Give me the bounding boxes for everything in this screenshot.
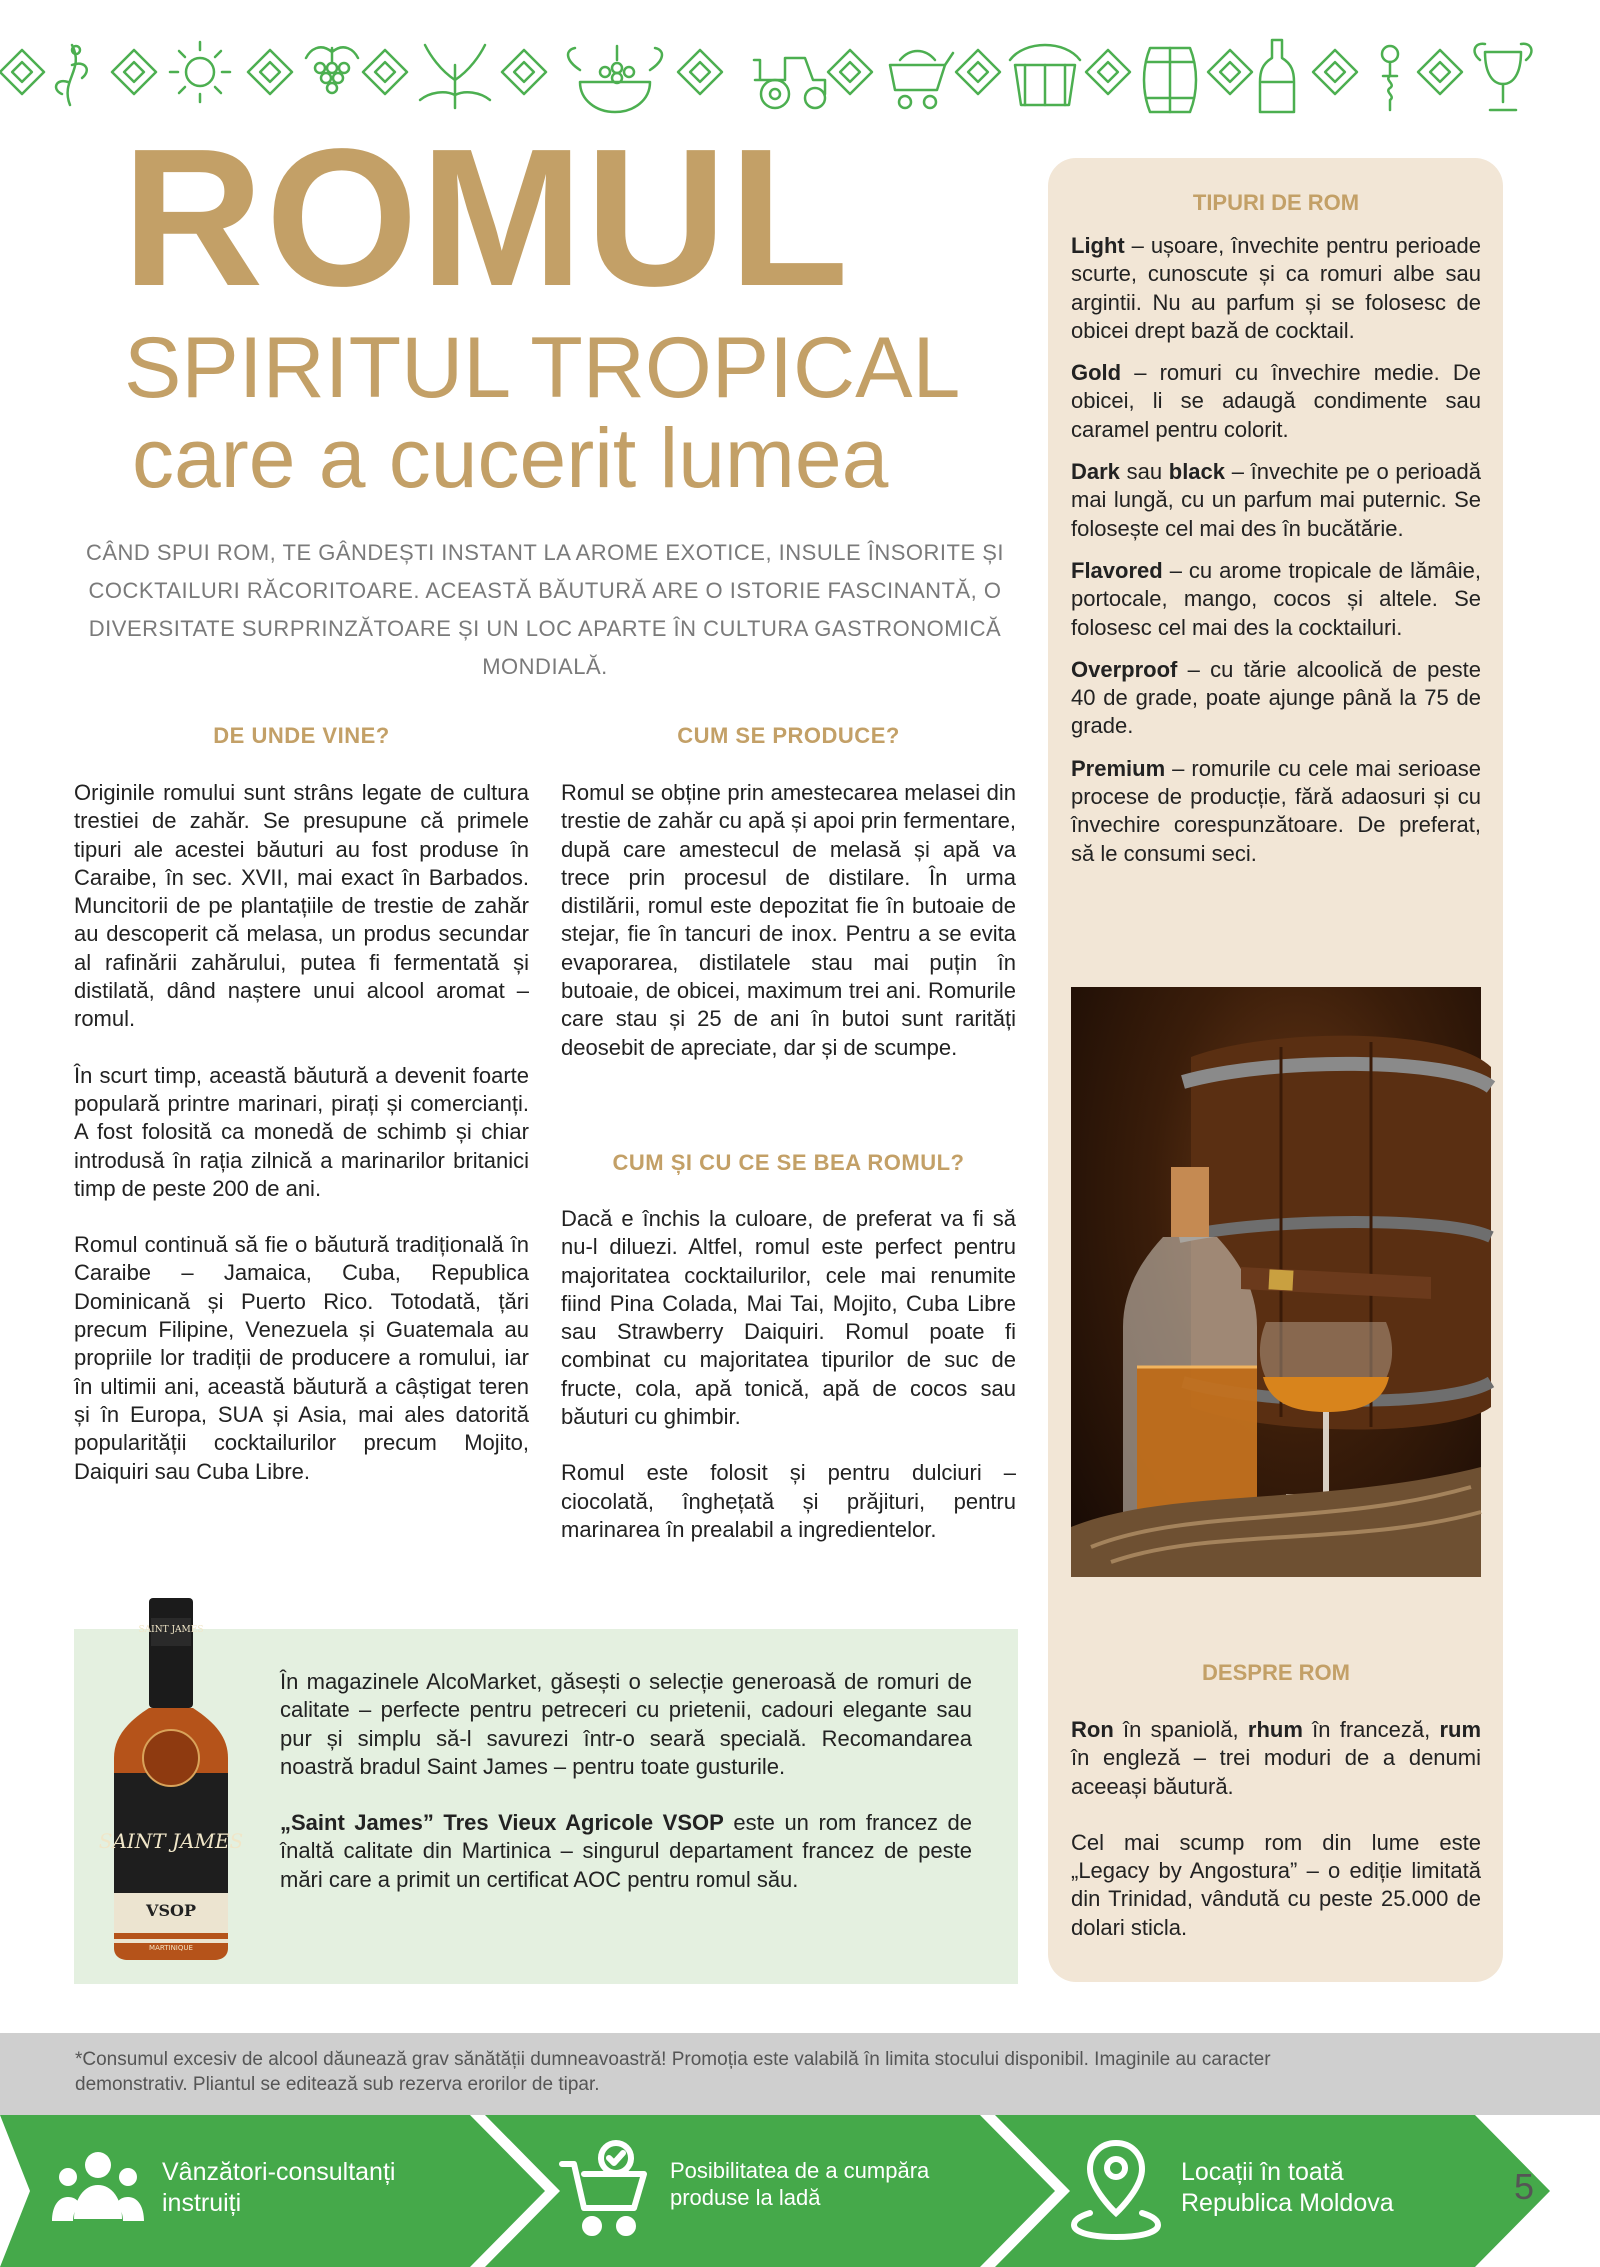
promo-paragraph xyxy=(280,1809,972,1894)
about-term: rum xyxy=(1439,1717,1481,1742)
disclaimer-text: *Consumul excesiv de alcool dăunează grav sănătății dumneavoastră! Promoția este valabilă în limita stocului disponibil. Imaginile au caracter demonstrativ. Pliantul se editează sub rezerva erorilor de tipar. xyxy=(75,2049,1271,2095)
rum-type-desc: – cu tărie alcoolică de peste 40 de grade, poate ajunge până la 75 de grade. xyxy=(1071,656,1481,739)
col2-paragraph: Romul se obține prin amestecarea melasei din trestie de zahăr cu apă și apoi prin fermentare, după care amestecul de melasă și apă va trece prin procesul de distilare. În urma distilării, romul este depozitat fie în butoaie de stejar, fie în tancuri de inox. Pentru a se evita evaporarea, distilatele stau mai puțin în butoaie, de obicei, maximum trei ani. Romurile care stau și 25 de ani în butoi sunt rarități deosebit de apreciate, dar și de scumpe. xyxy=(561,780,1016,1060)
rum-type-gold xyxy=(1071,359,1481,444)
sun-icon xyxy=(170,42,230,102)
footer-item-line: produse la ladă xyxy=(670,2185,821,2210)
bottle-label-grade: VSOP xyxy=(146,1901,196,1920)
col2-text xyxy=(561,779,1016,1090)
col2-text-2 xyxy=(561,1205,1016,1572)
rum-type-desc: – ușoare, învechite pentru perioade scurte, cunoscute și ca romuri albe sau argintii. Nu au parfum și se folosesc de obicei drept bază de cocktail. xyxy=(1071,233,1481,343)
rum-type-flavored xyxy=(1071,557,1481,642)
rum-type-connector: sau xyxy=(1119,459,1169,485)
rum-type-name: Gold xyxy=(1071,360,1122,386)
diamond-ornament-icon xyxy=(828,50,872,94)
product-description: este un rom francez de înaltă calitate din Martinica – singurul departament francez de peste mări care a primit un certificat AOC pentru romul său. xyxy=(280,1810,972,1892)
diamond-ornament-icon xyxy=(0,50,44,94)
rum-type-name: Flavored xyxy=(1071,557,1163,583)
cart-check-icon xyxy=(560,2138,650,2238)
diamond-ornament-icon xyxy=(1086,50,1130,94)
diamond-ornament-icon xyxy=(248,50,292,94)
rum-type-name: Light xyxy=(1071,233,1125,258)
col2-paragraph: Dacă e închis la culoare, de preferat va fi să nu-l diluezi. Altfel, romul este perfect pentru majoritatea cocktailurilor, cele mai renumite fiind Pina Colada, Mai Tai, Mojito, Cuba Libre sau Strawberry Daiquiri. Romul poate fi combinat cu majoritatea tipurilor de suc de fructe, cola, apă tonică, apă de cocos sau băuturi cu ghimbir. xyxy=(561,1206,1016,1430)
about-fragment: în spaniolă, xyxy=(1113,1717,1248,1742)
product-name: „Saint James” Tres Vieux Agricole VSOP xyxy=(280,1810,724,1836)
diamond-ornament-icon xyxy=(956,50,1000,94)
diamond-ornament-icon xyxy=(112,50,156,94)
grapes-icon xyxy=(306,47,358,93)
page-title: ROMUL xyxy=(122,108,851,327)
footer-item-locations xyxy=(1181,2157,1481,2219)
page-subtitle-line2: care a cucerit lumea xyxy=(132,411,889,505)
footer-item-line: Posibilitatea de a cumpăra xyxy=(670,2158,930,2183)
footer-item-line: Vânzători-consultanți xyxy=(162,2158,396,2186)
col2-heading-2: CUM ȘI CU CE SE BEA ROMUL? xyxy=(612,1150,965,1175)
about-paragraph xyxy=(1071,1716,1481,1801)
rum-type-name: Dark xyxy=(1071,459,1120,485)
col2-heading: CUM SE PRODUCE? xyxy=(677,723,900,748)
col2-paragraph: Romul este folosit și pentru dulciuri – ciocolată, înghețată și prăjituri, pentru marinarea în prealabil a ingredientelor. xyxy=(561,1460,1016,1542)
sidebar-heading: TIPURI DE ROM xyxy=(1192,190,1360,215)
cart-icon xyxy=(890,51,953,108)
col1-paragraph: Originile romului sunt strâns legate de cultura trestiei de zahăr. Se presupune că primele tipuri ale acestei băuturi au fost produse în Caraibe, în sec. XVII, mai exact în Barbados. Muncitorii de pe plantațiile de trestie de zahăr au descoperit că melasa, un produs secundar al rafinării zahărului, putea fi fermentată și distilată, dând naștere unui alcool aromat – romul. xyxy=(74,780,529,1032)
bottle-icon xyxy=(1260,40,1294,112)
bowl-of-grapes-icon xyxy=(568,46,662,112)
rum-type-desc: – cu arome tropicale de lămâie, portocale, mango, cocos și altele. Se folosesc cel mai des la cocktailuri. xyxy=(1071,557,1481,640)
wine-glass-icon xyxy=(1475,44,1532,110)
vine-icon xyxy=(56,45,87,105)
footer-item-consultants xyxy=(162,2157,482,2219)
diamond-ornament-icon xyxy=(502,50,546,94)
rum-photo xyxy=(1071,987,1481,1577)
promo-paragraph: În magazinele AlcoMarket, găsești o selecție generoasă de romuri de calitate – perfecte pentru petreceri cu prietenii, cadouri elegante sau pur și simplu să-l savurezi într-o seară specială. Recomandarea noastră bradul Saint James – pentru toate gusturile. xyxy=(280,1669,972,1779)
diamond-ornament-icon xyxy=(1208,50,1252,94)
rum-type-name: Premium xyxy=(1071,755,1166,781)
about-term: rhum xyxy=(1247,1717,1303,1742)
bottle-label-brand: SAINT JAMES xyxy=(98,1829,244,1853)
barrel-icon xyxy=(1144,48,1196,112)
rum-type-name: black xyxy=(1168,459,1226,485)
col1-paragraph: În scurt timp, această băutură a devenit foarte populară printre marinari, pirați și comercianți. A fost folosită ca monedă de schimb și chiar introdusă în rația zilnică a marinarilor britanici timp de peste 200 de ani. xyxy=(74,1062,529,1201)
location-pin-icon xyxy=(1070,2135,1162,2241)
footer-item-line: Republica Moldova xyxy=(1181,2189,1394,2217)
col1-text xyxy=(74,779,529,1514)
diamond-ornament-icon xyxy=(1313,50,1357,94)
footer-item-line: instruiți xyxy=(162,2189,242,2217)
corkscrew-icon xyxy=(1382,46,1398,110)
col1-paragraph: Romul continuă să fie o băutură tradițională în Caraibe – Jamaica, Cuba, Republica Dominicană și Puerto Rico. Totodată, țări precum Filipine, Venezuela și Guatemala au propriile lor tradiții de producere a romului, iar în ultimii ani, această băutură a câștigat teren și în Europa, SUA și Asia, mai ales datorită popularității cocktailurilor precum Mojito, Daiquiri sau Cuba Libre. xyxy=(74,1232,529,1484)
bottle-label-origin: MARTINIQUE xyxy=(149,1944,193,1952)
rum-type-premium xyxy=(1071,755,1481,868)
users-icon xyxy=(52,2143,144,2235)
about-fragment: în franceză, xyxy=(1302,1717,1440,1742)
rum-type-desc: – învechite pe o perioadă mai lungă, cu un parfum mai puternic. Se folosește cel mai des în bucătărie. xyxy=(1071,459,1481,541)
rum-type-dark xyxy=(1071,458,1481,543)
saint-james-bottle xyxy=(98,1598,244,1960)
rum-types-list xyxy=(1071,232,1481,882)
about-fragment: în engleză – trei moduri de a denumi aceeași băutură. xyxy=(1071,1745,1481,1799)
rum-type-light xyxy=(1071,232,1481,345)
tractor-icon xyxy=(754,58,825,108)
rum-type-desc: – romurile cu cele mai serioase procese de producție, fără adaosuri și cu învechire corespunzătoare. De preferat, să le consumi seci. xyxy=(1071,755,1481,866)
ornament-band xyxy=(0,20,1600,120)
bottle-label-top: SAINT JAMES xyxy=(138,1625,204,1635)
col1-heading: DE UNDE VINE? xyxy=(213,723,390,748)
page-subtitle: SPIRITUL TROPICAL xyxy=(124,320,961,416)
page-number: 5 xyxy=(1514,2166,1535,2207)
rum-type-desc: – romuri cu învechire medie. De obicei, li se adaugă condimente sau caramel pentru colorit. xyxy=(1071,360,1481,442)
about-heading: DESPRE ROM xyxy=(1202,1660,1350,1685)
plant-icon xyxy=(420,45,490,108)
footer-item-line: Locații în toată xyxy=(1181,2158,1344,2186)
rum-type-name: Overproof xyxy=(1071,656,1178,682)
about-paragraph: Cel mai scump rom din lume este „Legacy by Angostura” – o ediție limitată din Trinidad, vândută cu peste 25.000 de dolari sticla. xyxy=(1071,1829,1481,1940)
rum-type-overproof xyxy=(1071,656,1481,741)
promo-text xyxy=(280,1668,972,1922)
diamond-ornament-icon xyxy=(363,50,407,94)
about-term: Ron xyxy=(1071,1717,1114,1742)
about-text xyxy=(1071,1716,1481,1956)
footer-item-bulk xyxy=(670,2157,1000,2211)
diamond-ornament-icon xyxy=(678,50,722,94)
intro-paragraph: CÂND SPUI ROM, TE GÂNDEȘTI INSTANT LA AROME EXOTICE, INSULE ÎNSORITE ȘI COCKTAILURI RĂCORITOARE. ACEASTĂ BĂUTURĂ ARE O ISTORIE FASCINANTĂ, O DIVERSITATE SURPRINZĂTOARE ȘI UN LOC APARTE ÎN CULTURA GASTRONOMICĂ MONDIALĂ. xyxy=(85,540,1005,679)
basket-icon xyxy=(1010,45,1080,105)
diamond-ornament-icon xyxy=(1418,50,1462,94)
